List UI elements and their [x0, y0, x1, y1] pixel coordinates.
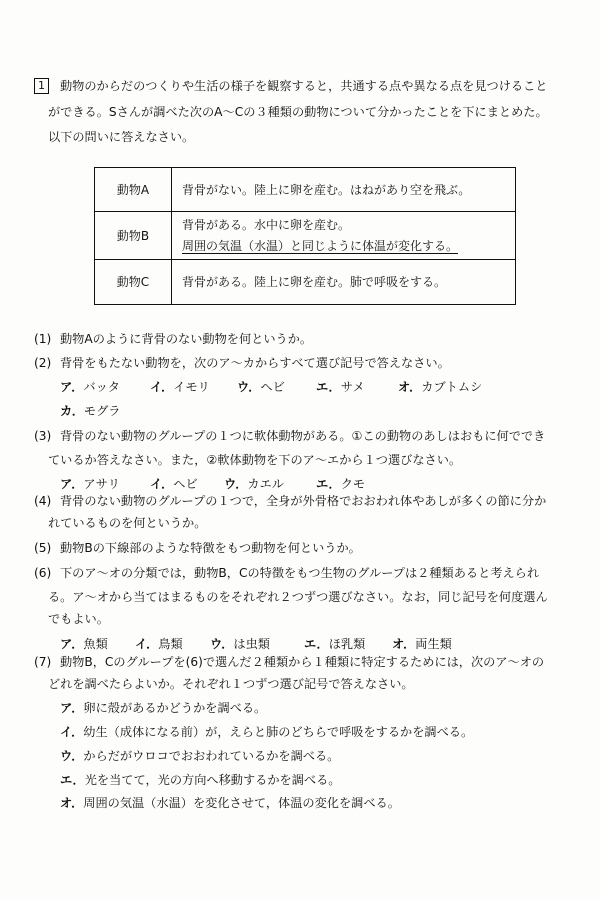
choice-key: イ．	[135, 637, 159, 651]
table-row	[95, 260, 516, 305]
choice-item	[316, 478, 365, 490]
subquestion-text-continued: でもよい。	[48, 612, 109, 626]
choice-key: エ．	[304, 637, 329, 651]
animal-name-cell: 動物C	[95, 260, 172, 305]
choice-item	[60, 774, 340, 786]
choice-key: イ．	[60, 725, 84, 739]
choice-key: オ．	[60, 796, 84, 810]
choice-item	[224, 478, 284, 490]
subquestion-number: (7)	[34, 655, 52, 669]
underlined-feature: 周囲の気温（水温）と同じように体温が変化する。	[182, 239, 459, 253]
table-row	[95, 212, 516, 260]
choice-item	[60, 638, 108, 650]
subquestion-4	[34, 495, 546, 507]
subquestion-text: 背骨のない動物のグループの１つで，全身が外骨格でおおわれ体やあしが多くの節に分か	[60, 494, 547, 508]
choice-label: カエル	[247, 477, 284, 491]
choice-label: 幼生（成体になる前）が，えらと肺のどちらで呼吸をするかを調べる。	[83, 725, 474, 739]
choice-label: ヘビ	[260, 380, 285, 394]
choice-key: エ．	[316, 477, 341, 491]
choice-label: 魚類	[83, 637, 108, 651]
subquestion-text-continued: る。ア～オから当てはまるものをそれぞれ２つずつ選びなさい。なお，同じ記号を何度選ん	[48, 590, 548, 604]
subquestion-6	[34, 567, 539, 579]
choice-item	[398, 381, 482, 393]
choice-item	[304, 638, 365, 650]
table-row	[95, 168, 516, 212]
subquestion-text: 背骨のない動物のグループの１つに軟体動物がある。①この動物のあしはおもに何ででき	[60, 429, 546, 443]
subquestion-text: 動物Bの下線部のような特徴をもつ動物を何というか。	[60, 541, 361, 555]
choice-key: エ．	[60, 773, 85, 787]
choice-key: オ．	[398, 380, 422, 394]
choice-label: 光を当てて，光の方向へ移動するかを調べる。	[84, 773, 341, 787]
choice-item	[237, 381, 285, 393]
subquestion-3	[34, 430, 545, 442]
choice-item	[60, 750, 339, 762]
subquestion-number: (1)	[34, 332, 52, 346]
subquestion-number: (4)	[34, 494, 52, 508]
animal-summary-table	[94, 167, 516, 305]
choice-item	[392, 638, 452, 650]
subquestion-text: 下のア～オの分類では，動物B，Cの特徴をもつ生物のグループは２種類あると考えられ	[60, 566, 540, 580]
choice-label: 鳥類	[158, 637, 183, 651]
subquestion-text-continued: れているものを何というか。	[48, 516, 207, 530]
subquestion-text: 背骨をもたない動物を，次のア～カからすべて選び記号で答えなさい。	[60, 356, 450, 370]
animal-desc-cell	[172, 212, 516, 260]
choice-item	[150, 381, 210, 393]
subquestion-number: (3)	[34, 429, 52, 443]
choice-key: ウ．	[210, 637, 234, 651]
animal-desc-cell: 背骨がある。陸上に卵を産む。肺で呼吸をする。	[172, 260, 516, 305]
animal-name-cell: 動物B	[95, 212, 172, 260]
choice-label: サメ	[340, 380, 365, 394]
choice-item	[60, 405, 120, 417]
subquestion-text-continued: どれを調べたらよいか。それぞれ１つずつ選び記号で答えなさい。	[48, 677, 414, 691]
choice-key: オ．	[392, 637, 416, 651]
choice-label: 周囲の気温（水温）を変化させて，体温の変化を調べる。	[83, 796, 400, 810]
choice-label: クモ	[340, 477, 366, 491]
choice-key: イ．	[150, 477, 174, 491]
choice-item	[60, 702, 266, 714]
choice-key: ア．	[60, 380, 84, 394]
subquestion-text-continued: ているか答えなさい。また，②軟体動物を下のア～エから１つ選びなさい。	[48, 453, 462, 467]
choice-label: カブトムシ	[421, 380, 483, 394]
intro-line-2: ができる。Sさんが調べた次のA～Cの３種類の動物について分かったことを下にまとめた。	[48, 105, 548, 119]
choice-key: ウ．	[224, 477, 248, 491]
subquestion-1	[34, 333, 312, 345]
choice-label: イモリ	[173, 380, 210, 394]
choice-key: ア．	[60, 701, 84, 715]
choice-item	[60, 478, 120, 490]
choice-key: イ．	[150, 380, 174, 394]
choice-label: からだがウロコでおおわれているかを調べる。	[83, 749, 340, 763]
choice-label: 両生類	[415, 637, 452, 651]
choice-key: カ．	[60, 404, 84, 418]
subquestion-text: 動物Aのように背骨のない動物を何というか。	[60, 332, 313, 346]
animal-name-cell: 動物A	[95, 168, 172, 212]
subquestion-7	[34, 656, 544, 668]
intro-line-3: 以下の問いに答えなさい。	[48, 130, 195, 144]
subquestion-number: (2)	[34, 356, 52, 370]
choice-label: ほ乳類	[328, 637, 366, 651]
subquestion-2	[34, 357, 450, 369]
subquestion-number: (6)	[34, 566, 52, 580]
choice-item	[210, 638, 270, 650]
intro-line-1: 動物のからだのつくりや生活の様子を観察すると，共通する点や異なる点を見つけること	[60, 79, 548, 93]
choice-key: エ．	[316, 380, 341, 394]
choice-label: は虫類	[233, 637, 270, 651]
choice-item	[316, 381, 365, 393]
choice-label: バッタ	[83, 380, 120, 394]
choice-key: ア．	[60, 637, 84, 651]
choice-item	[60, 381, 120, 393]
choice-item	[60, 726, 473, 738]
animal-desc-cell: 背骨がない。陸上に卵を産む。はねがあり空を飛ぶ。	[172, 168, 516, 212]
choice-key: ア．	[60, 477, 84, 491]
choice-key: ウ．	[237, 380, 261, 394]
choice-item	[135, 638, 183, 650]
choice-label: モグラ	[83, 404, 121, 418]
subquestion-text: 動物B，Cのグループを(6)で選んだ２種類から１種類に特定するためには，次のア～オの	[60, 655, 545, 669]
choice-key: ウ．	[60, 749, 84, 763]
subquestion-5	[34, 542, 361, 554]
choice-item	[60, 797, 400, 809]
animal-desc-line: 背骨がある。水中に卵を産む。	[182, 218, 351, 232]
choice-label: アサリ	[83, 477, 120, 491]
question-number-box: 1	[34, 78, 49, 94]
choice-label: ヘビ	[173, 477, 198, 491]
choice-label: 卵に殻があるかどうかを調べる。	[83, 701, 267, 715]
choice-item	[150, 478, 198, 490]
subquestion-number: (5)	[34, 541, 52, 555]
